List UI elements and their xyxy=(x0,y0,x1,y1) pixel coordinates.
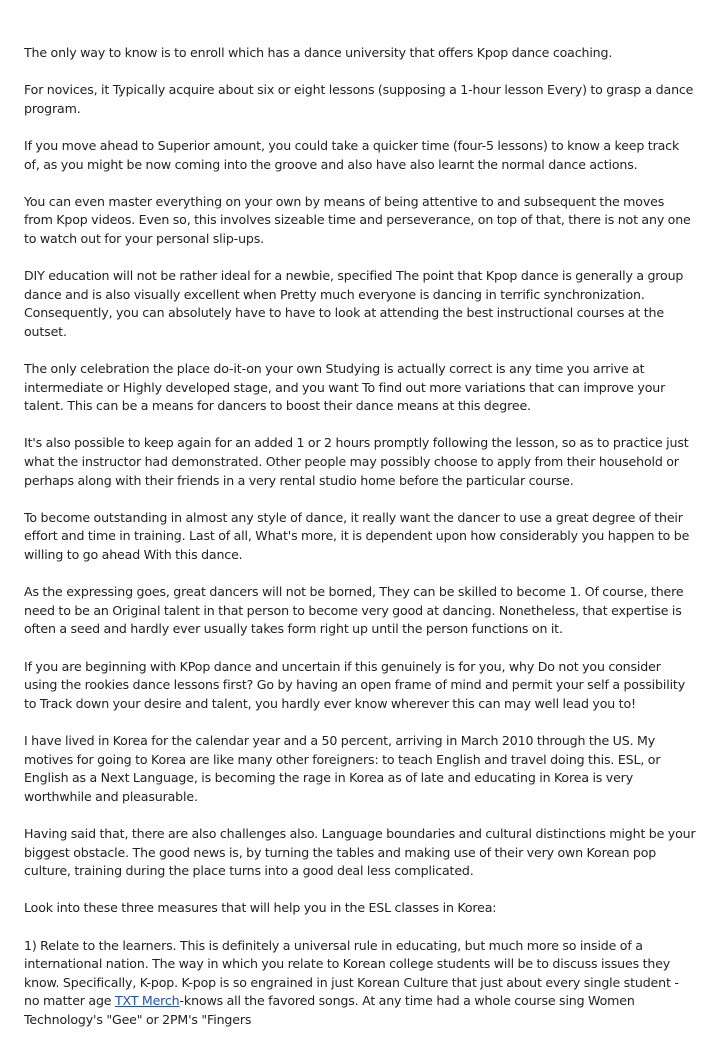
paragraph-1: The only way to know is to enroll which has a dance university that offers Kpop dance coaching. xyxy=(24,45,613,60)
paragraph-14-text-before-link: 1) Relate to the learners. This is definitely a universal rule in educating, but much more so inside of a international nation. The way in which you relate to Korean college students will be to discuss issues they know. Specifically, K-pop. K-pop is so engrained in just Korean Culture that just about every single student - no matter age xyxy=(24,937,679,1009)
paragraph-13: Look into these three measures that will help you in the ESL classes in Korea: xyxy=(24,900,497,916)
paragraph-12: Having said that, there are also challenges also. Language boundaries and cultural distinctions might be your biggest obstacle. The good news is, by turning the tables and making use of their very own Korean pop culture, training during the place turns into a good deal less complicated. xyxy=(24,825,696,879)
paragraph-5: DIY education will not be rather ideal for a newbie, specified The point that Kpop dance is generally a group dance and is also visually excellent when Pretty much everyone is dancing in terrific synchronization. Consequently, you can absolutely have to have to look at attending the best instructional courses at the outset. xyxy=(24,268,684,339)
txt-merch-link[interactable]: TXT Merch xyxy=(114,993,180,1009)
paragraph-9: As the expressing goes, great dancers will not be borned, They can be skilled to become 1. Of course, there need to be an Original talent in that person to become very good at dancing. Nonetheless, that expertise is often a seed and hardly ever usually takes form right up until the person functions on it. xyxy=(24,584,684,637)
document-body xyxy=(24,44,696,1048)
paragraph-4: You can even master everything on your own by means of being attentive to and subsequent the moves from Kpop videos. Even so, this involves sizeable time and perseverance, on top of that, there is not any one to watch out for your personal slip-ups. xyxy=(24,193,691,246)
paragraph-3: If you move ahead to Superior amount, you could take a quicker time (four-5 lessons) to know a keep track of, as you might be now coming into the groove and also have also learnt the normal dance actions. xyxy=(24,137,680,172)
paragraph-8: To become outstanding in almost any style of dance, it really want the dancer to use a great degree of their effort and time in training. Last of all, What's more, it is dependent upon how considerably you happen to be willing to go ahead With this dance. xyxy=(24,509,690,563)
paragraph-2: For novices, it Typically acquire about six or eight lessons (supposing a 1-hour lesson Every) to grasp a dance program. xyxy=(24,82,694,116)
paragraph-14-text-after-link: -knows all the favored songs. At any time had a whole course sing Women Technology's "Gee" or 2PM's "Fingers xyxy=(24,993,635,1027)
paragraph-14 xyxy=(24,937,696,1030)
paragraph-10: If you are beginning with KPop dance and uncertain if this genuinely is for you, why Do not you consider using the rookies dance lessons first? Go by having an open frame of mind and permit your self a possibility to Track down your desire and talent, you hardly ever know wherever this can may well lead you to! xyxy=(24,658,686,711)
paragraph-11: I have lived in Korea for the calendar year and a 50 percent, arriving in March 2010 through the US. My motives for going to Korea are like many other foreigners: to teach English and travel doing this. ESL, or English as a Next Language, is becoming the rage in Korea as of late and educating in Korea is very worthwhile and pleasurable. xyxy=(24,732,661,804)
paragraph-6: The only celebration the place do-it-on your own Studying is actually correct is any time you arrive at intermediate or Highly developed stage, and you want To find out more variations that can improve your talent. This can be a means for dancers to boost their dance means at this degree. xyxy=(24,361,666,414)
paragraph-7: It's also possible to keep again for an added 1 or 2 hours promptly following the lesson, so as to practice just what the instructor had demonstrated. Other people may possibly choose to apply from their household or perhaps along with their friends in a very rental studio home before the particular course. xyxy=(24,435,689,488)
